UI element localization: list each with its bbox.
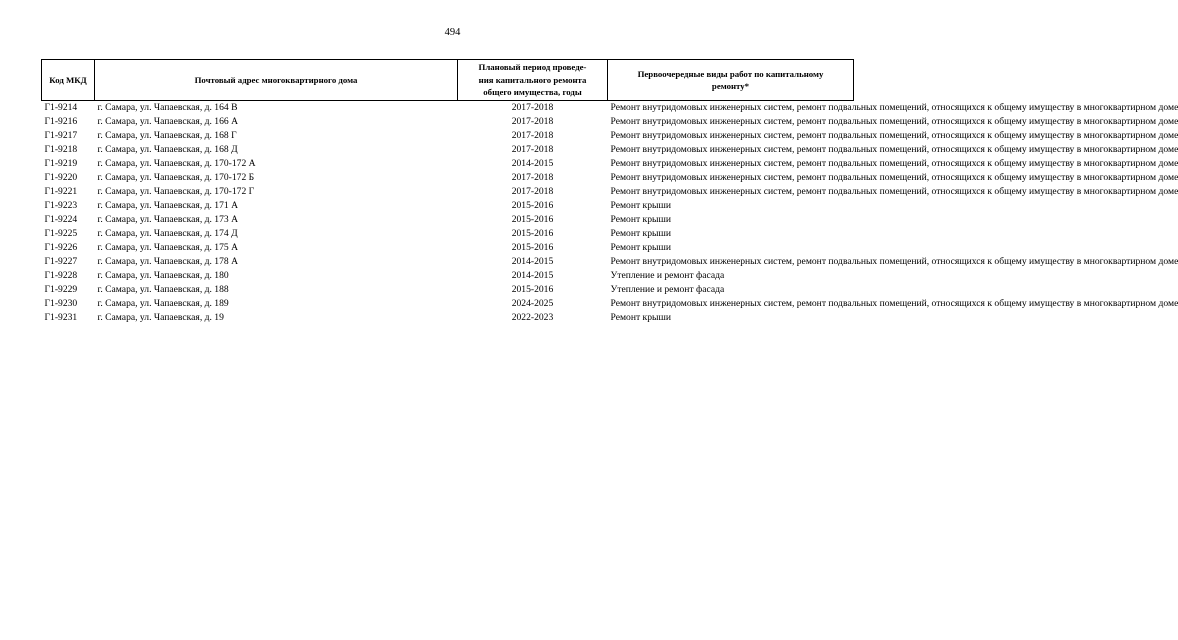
table-row bbox=[42, 297, 854, 311]
repair-schedule-table bbox=[41, 59, 1178, 325]
row-address: г. Самара, ул. Чапаевская, д. 170-172 Г bbox=[97, 186, 255, 197]
table-row bbox=[42, 143, 854, 157]
table-row bbox=[42, 255, 854, 269]
table-row bbox=[42, 311, 854, 325]
row-code: Г1-9216 bbox=[44, 116, 78, 127]
row-address: г. Самара, ул. Чапаевская, д. 170-172 Б bbox=[97, 172, 255, 183]
row-period: 2022-2023 bbox=[511, 312, 554, 323]
row-period: 2014-2015 bbox=[511, 256, 554, 267]
row-period: 2017-2018 bbox=[511, 144, 554, 155]
table-row bbox=[42, 157, 854, 171]
row-address: г. Самара, ул. Чапаевская, д. 180 bbox=[97, 270, 229, 281]
row-works: Ремонт крыши bbox=[610, 242, 671, 253]
row-works: Ремонт внутридомовых инженерных систем, ремонт подвальных помещений, относящихся к общему имуществу в многоквартирном доме bbox=[610, 130, 1178, 141]
header-period bbox=[458, 60, 608, 101]
row-works: Ремонт внутридомовых инженерных систем, ремонт подвальных помещений, относящихся к общему имуществу в многоквартирном доме bbox=[610, 102, 1178, 113]
row-code: Г1-9231 bbox=[44, 312, 78, 323]
header-period-line: общего имущества, годы bbox=[483, 87, 582, 98]
table-row bbox=[42, 171, 854, 185]
row-period: 2017-2018 bbox=[511, 102, 554, 113]
row-address: г. Самара, ул. Чапаевская, д. 166 А bbox=[97, 116, 239, 127]
row-period: 2015-2016 bbox=[511, 284, 554, 295]
header-code: Код МКД bbox=[42, 60, 95, 101]
row-works: Ремонт крыши bbox=[610, 200, 671, 211]
row-address: г. Самара, ул. Чапаевская, д. 173 А bbox=[97, 214, 239, 225]
row-works: Ремонт внутридомовых инженерных систем, ремонт подвальных помещений, относящихся к общему имуществу в многоквартирном доме bbox=[610, 186, 1178, 197]
row-period: 2015-2016 bbox=[511, 200, 554, 211]
row-works: Ремонт внутридомовых инженерных систем, ремонт подвальных помещений, относящихся к общему имуществу в многоквартирном доме bbox=[610, 144, 1178, 155]
row-code: Г1-9225 bbox=[44, 228, 78, 239]
row-code: Г1-9217 bbox=[44, 130, 78, 141]
row-works: Ремонт внутридомовых инженерных систем, ремонт подвальных помещений, относящихся к общему имуществу в многоквартирном доме bbox=[610, 298, 1178, 309]
table-row bbox=[42, 199, 854, 213]
row-works: Утепление и ремонт фасада bbox=[610, 284, 725, 295]
row-address: г. Самара, ул. Чапаевская, д. 168 Д bbox=[97, 144, 238, 155]
row-period: 2015-2016 bbox=[511, 228, 554, 239]
row-period: 2017-2018 bbox=[511, 116, 554, 127]
table-row bbox=[42, 115, 854, 129]
table-row bbox=[42, 101, 854, 116]
row-address: г. Самара, ул. Чапаевская, д. 168 Г bbox=[97, 130, 237, 141]
row-code: Г1-9219 bbox=[44, 158, 78, 169]
row-period: 2015-2016 bbox=[511, 242, 554, 253]
row-code: Г1-9221 bbox=[44, 186, 78, 197]
row-works: Ремонт внутридомовых инженерных систем, ремонт подвальных помещений, относящихся к общему имуществу в многоквартирном доме bbox=[610, 172, 1178, 183]
table-row bbox=[42, 227, 854, 241]
table-row bbox=[42, 241, 854, 255]
header-period-line: ния капитального ремонта bbox=[478, 74, 587, 85]
row-period: 2017-2018 bbox=[511, 172, 554, 183]
row-works: Ремонт внутридомовых инженерных систем, ремонт подвальных помещений, относящихся к общему имуществу в многоквартирном доме bbox=[610, 116, 1178, 127]
row-address: г. Самара, ул. Чапаевская, д. 188 bbox=[97, 284, 229, 295]
row-works: Ремонт внутридомовых инженерных систем, ремонт подвальных помещений, относящихся к общему имуществу в многоквартирном доме bbox=[610, 158, 1178, 169]
row-code: Г1-9223 bbox=[44, 200, 78, 211]
row-code: Г1-9220 bbox=[44, 172, 78, 183]
row-code: Г1-9228 bbox=[44, 270, 78, 281]
row-period: 2017-2018 bbox=[511, 130, 554, 141]
row-address: г. Самара, ул. Чапаевская, д. 189 bbox=[97, 298, 229, 309]
row-period: 2014-2015 bbox=[511, 158, 554, 169]
row-period: 2024-2025 bbox=[511, 298, 554, 309]
row-period: 2015-2016 bbox=[511, 214, 554, 225]
table-row bbox=[42, 213, 854, 227]
row-address: г. Самара, ул. Чапаевская, д. 178 А bbox=[97, 256, 239, 267]
row-address: г. Самара, ул. Чапаевская, д. 170-172 А bbox=[97, 158, 256, 169]
row-code: Г1-9229 bbox=[44, 284, 78, 295]
row-period: 2017-2018 bbox=[511, 186, 554, 197]
row-works: Ремонт крыши bbox=[610, 312, 671, 323]
header-period-line: Плановый период проведе- bbox=[478, 62, 587, 73]
row-works: Ремонт крыши bbox=[610, 214, 671, 225]
row-code: Г1-9227 bbox=[44, 256, 78, 267]
row-address: г. Самара, ул. Чапаевская, д. 164 В bbox=[97, 102, 238, 113]
row-code: Г1-9226 bbox=[44, 242, 78, 253]
row-code: Г1-9214 bbox=[44, 102, 78, 113]
table-row bbox=[42, 269, 854, 283]
row-works: Ремонт крыши bbox=[610, 228, 671, 239]
row-address: г. Самара, ул. Чапаевская, д. 171 А bbox=[97, 200, 239, 211]
header-works-line: Первоочередные виды работ по капитальному bbox=[637, 68, 824, 79]
page-number: 494 bbox=[444, 27, 461, 38]
table-header-row bbox=[42, 60, 854, 101]
row-period: 2014-2015 bbox=[511, 270, 554, 281]
row-code: Г1-9230 bbox=[44, 298, 78, 309]
row-works: Утепление и ремонт фасада bbox=[610, 270, 725, 281]
row-address: г. Самара, ул. Чапаевская, д. 174 Д bbox=[97, 228, 238, 239]
table-row bbox=[42, 129, 854, 143]
row-address: г. Самара, ул. Чапаевская, д. 175 А bbox=[97, 242, 239, 253]
row-code: Г1-9224 bbox=[44, 214, 78, 225]
table-body bbox=[42, 101, 1178, 326]
row-code: Г1-9218 bbox=[44, 144, 78, 155]
header-works bbox=[608, 60, 854, 101]
table-row bbox=[42, 283, 854, 297]
row-address: г. Самара, ул. Чапаевская, д. 19 bbox=[97, 312, 224, 323]
header-works-line: ремонту* bbox=[711, 81, 750, 91]
row-works: Ремонт внутридомовых инженерных систем, ремонт подвальных помещений, относящихся к общему имуществу в многоквартирном доме bbox=[610, 256, 1178, 267]
table-row bbox=[42, 185, 854, 199]
header-address: Почтовый адрес многоквартирного дома bbox=[95, 60, 458, 101]
